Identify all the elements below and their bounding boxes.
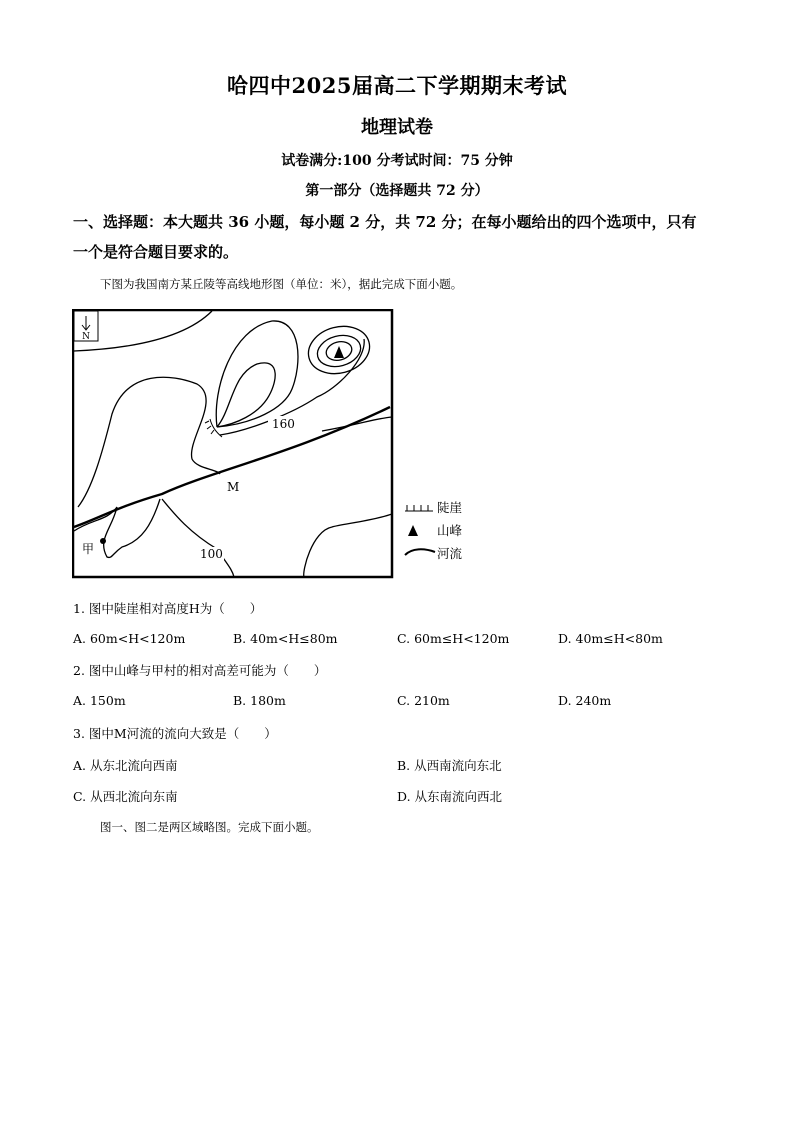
village-label: 甲 bbox=[82, 542, 95, 556]
question-option: A. 60m<H<120m bbox=[73, 631, 186, 646]
river-icon bbox=[404, 546, 436, 558]
question-option: C. 210m bbox=[397, 693, 450, 708]
question-option: D. 从东南流向西北 bbox=[397, 789, 503, 804]
contour-map bbox=[72, 309, 394, 579]
legend-label: 山峰 bbox=[437, 523, 463, 538]
question-option: A. 150m bbox=[73, 693, 126, 708]
legend-item bbox=[404, 544, 524, 562]
exam-info: 试卷满分:100 分考试时间：75 分钟 bbox=[281, 153, 513, 169]
point-m-label: M bbox=[227, 480, 240, 494]
legend-item bbox=[404, 498, 524, 516]
contour-label-100: 100 bbox=[200, 547, 223, 561]
north-label: N bbox=[82, 332, 90, 342]
question-option: C. 从西北流向东南 bbox=[73, 789, 178, 804]
legend-label: 河流 bbox=[437, 546, 463, 561]
village-marker bbox=[100, 538, 106, 544]
subject-title: 地理试卷 bbox=[361, 117, 433, 138]
section-instruction-line1: 一、选择题：本大题共 36 小题，每小题 2 分，共 72 分；在每小题给出的四个选项中，只有 bbox=[73, 213, 697, 231]
cliff-icon bbox=[404, 502, 434, 512]
question-option: B. 40m<H≤80m bbox=[233, 631, 338, 646]
question-option: B. 从西南流向东北 bbox=[397, 758, 502, 773]
part-heading: 第一部分（选择题共 72 分） bbox=[305, 183, 489, 199]
question-option: D. 240m bbox=[558, 693, 612, 708]
map-intro: 下图为我国南方某丘陵等高线地形图（单位：米），据此完成下面小题。 bbox=[100, 277, 463, 291]
question-stem: 2. 图中山峰与甲村的相对高差可能为（ ） bbox=[73, 663, 327, 678]
question-option: C. 60m≤H<120m bbox=[397, 631, 510, 646]
contour-label-160: 160 bbox=[272, 417, 295, 431]
next-intro: 图一、图二是两区域略图。完成下面小题。 bbox=[100, 820, 319, 834]
exam-title: 哈四中2025届高二下学期期末考试 bbox=[227, 73, 567, 98]
peak-icon bbox=[406, 523, 420, 537]
section-instruction-line2: 一个是符合题目要求的。 bbox=[73, 243, 239, 261]
question-stem: 3. 图中M河流的流向大致是（ ） bbox=[73, 726, 277, 741]
question-stem: 1. 图中陡崖相对高度H为（ ） bbox=[73, 601, 263, 616]
north-arrow-icon bbox=[74, 311, 98, 342]
legend-item bbox=[404, 521, 524, 539]
legend-label: 陡崖 bbox=[437, 500, 463, 515]
map-frame bbox=[73, 310, 392, 577]
question-option: B. 180m bbox=[233, 693, 286, 708]
question-option: D. 40m≤H<80m bbox=[558, 631, 663, 646]
question-option: A. 从东北流向西南 bbox=[73, 758, 178, 773]
